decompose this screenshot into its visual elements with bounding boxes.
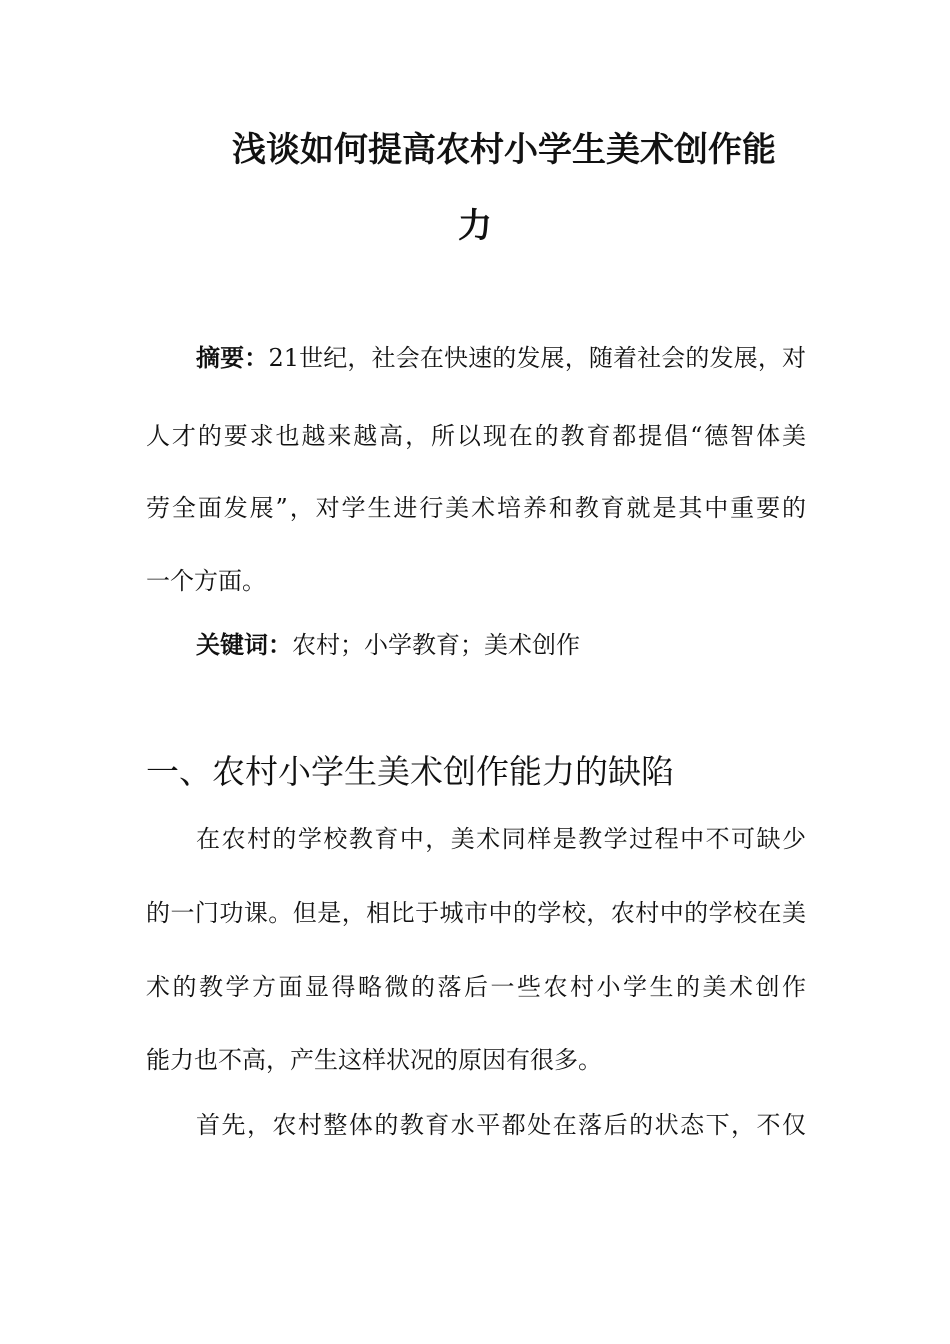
title-line-2: 力 [458,206,492,246]
abstract-line-3: 劳全面发展”，对学生进行美术培养和教育就是其中重要的 [146,494,806,522]
section-1-para-1-line-3: 术的教学方面显得略微的落后一些农村小学生的美术创作 [146,973,806,1001]
abstract-line-1 [196,343,806,373]
abstract-line-4: 一个方面。 [146,567,266,595]
section-1-heading: 一、农村小学生美术创作能力的缺陷 [146,752,674,791]
keywords-text: 农村；小学教育；美术创作 [292,631,580,659]
section-1-para-1-line-2: 的一门功课。但是，相比于城市中的学校，农村中的学校在美 [146,899,806,927]
title-line-1: 浅谈如何提高农村小学生美术创作能 [232,130,776,170]
abstract-line-2: 人才的要求也越来越高，所以现在的教育都提倡“德智体美 [146,422,806,450]
keywords-line [196,630,806,660]
keywords-label: 关键词： [196,630,292,659]
abstract-text-line-1: 21世纪，社会在快速的发展，随着社会的发展，对 [268,344,806,372]
section-1-para-2-line-1: 首先，农村整体的教育水平都处在落后的状态下，不仅 [196,1111,806,1139]
section-1-para-1-line-1: 在农村的学校教育中，美术同样是教学过程中不可缺少 [196,825,806,853]
abstract-label: 摘要： [196,343,269,372]
section-1-para-1-line-4: 能力也不高，产生这样状况的原因有很多。 [146,1046,602,1074]
